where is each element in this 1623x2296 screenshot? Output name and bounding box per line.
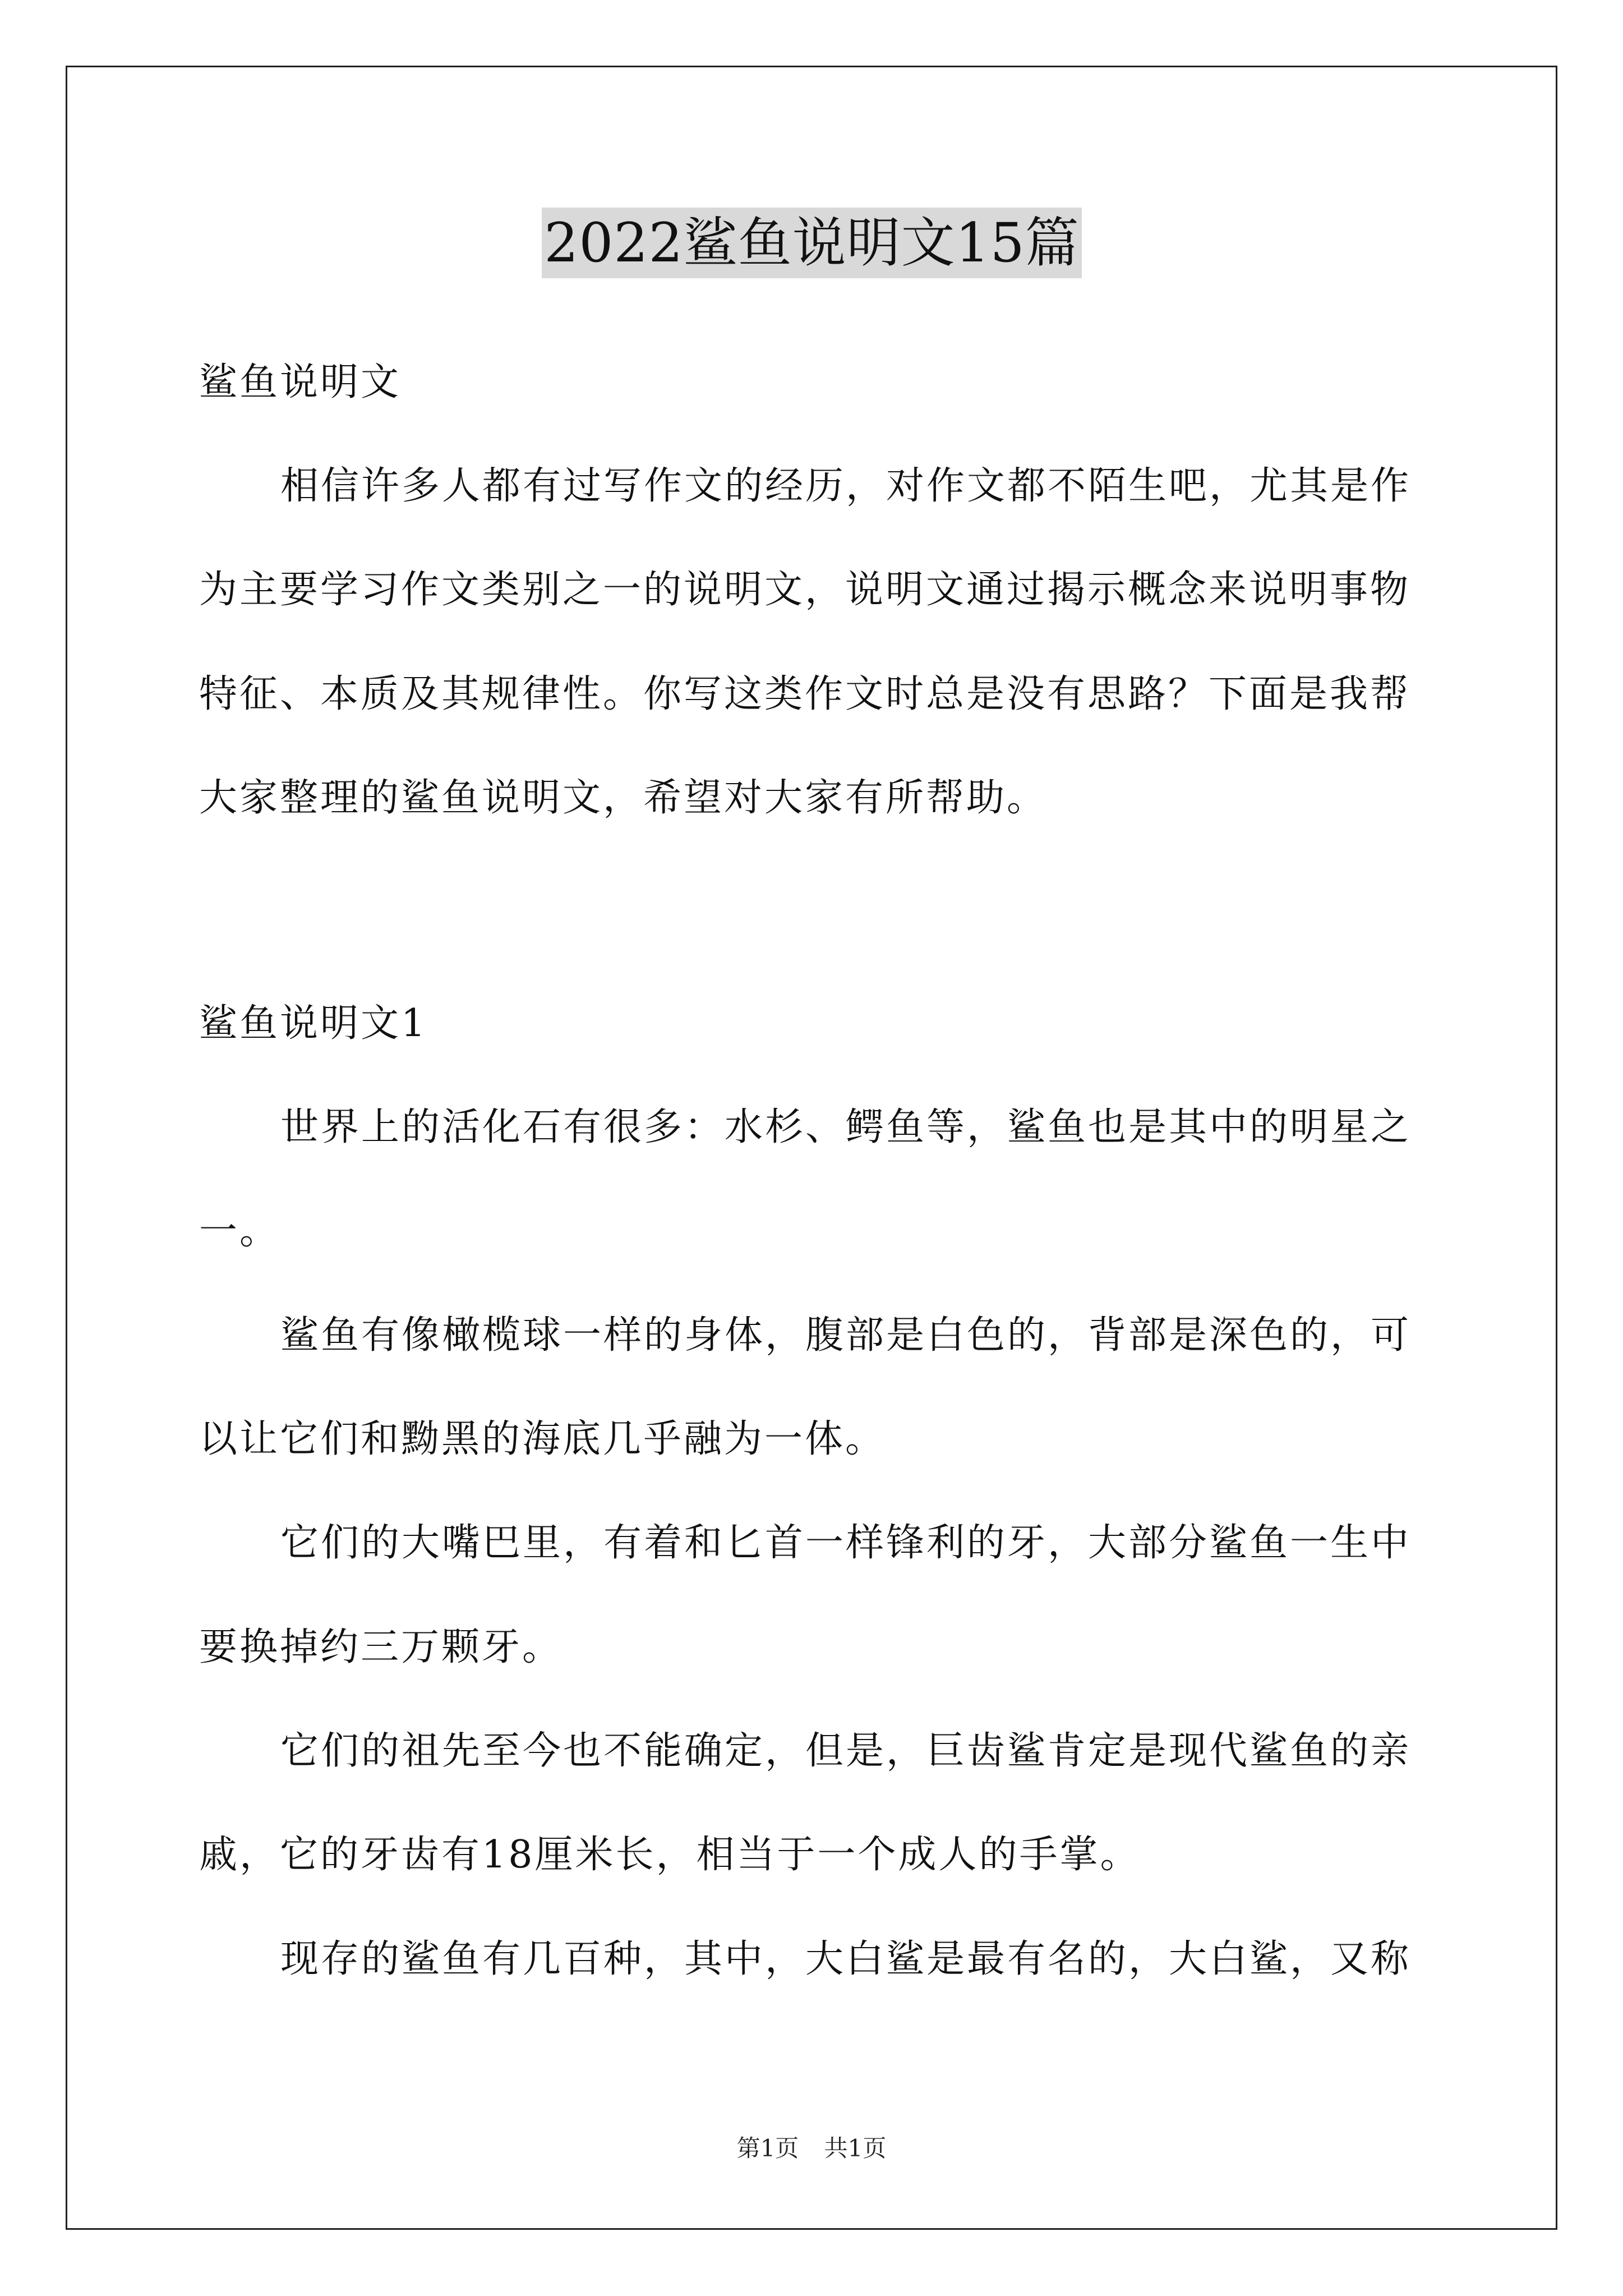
paragraph-line: 鲨鱼有像橄榄球一样的身体，腹部是白色的，背部是深色的，可 [280, 1313, 1412, 1358]
paragraph-line: 现存的鲨鱼有几百种，其中，大白鲨是最有名的，大白鲨，又称 [280, 1937, 1412, 1981]
paragraph-line: 要换掉约三万颗牙。 [199, 1625, 563, 1669]
paragraph-line: 以让它们和黝黑的海底几乎融为一体。 [199, 1417, 886, 1461]
paragraph-line: 它们的祖先至今也不能确定，但是，巨齿鲨肯定是现代鲨鱼的亲 [280, 1729, 1412, 1773]
section-heading: 鲨鱼说明文1 [199, 1001, 428, 1046]
page-number-current: 第1页 [736, 2134, 799, 2162]
page-number-total: 共1页 [824, 2134, 887, 2162]
section-heading: 鲨鱼说明文 [199, 360, 402, 404]
title-container [199, 208, 1424, 278]
page-footer [0, 2132, 1623, 2165]
paragraph-line: 相信许多人都有过写作文的经历，对作文都不陌生吧，尤其是作 [280, 464, 1412, 508]
paragraph-line: 特征、本质及其规律性。你写这类作文时总是没有思路？下面是我帮 [199, 672, 1411, 716]
paragraph-line: 为主要学习作文类别之一的说明文，说明文通过揭示概念来说明事物 [199, 568, 1411, 612]
paragraph-line: 戚，它的牙齿有18厘米长，相当于一个成人的手掌。 [199, 1833, 1141, 1877]
document-title: 2022鲨鱼说明文15篇 [542, 208, 1081, 278]
paragraph-line: 它们的大嘴巴里，有着和匕首一样锋利的牙，大部分鲨鱼一生中 [280, 1521, 1412, 1565]
paragraph-line: 一。 [199, 1209, 280, 1253]
paragraph-line: 世界上的活化石有很多：水杉、鳄鱼等，鲨鱼也是其中的明星之 [280, 1105, 1412, 1149]
paragraph-line: 大家整理的鲨鱼说明文，希望对大家有所帮助。 [199, 776, 1048, 820]
